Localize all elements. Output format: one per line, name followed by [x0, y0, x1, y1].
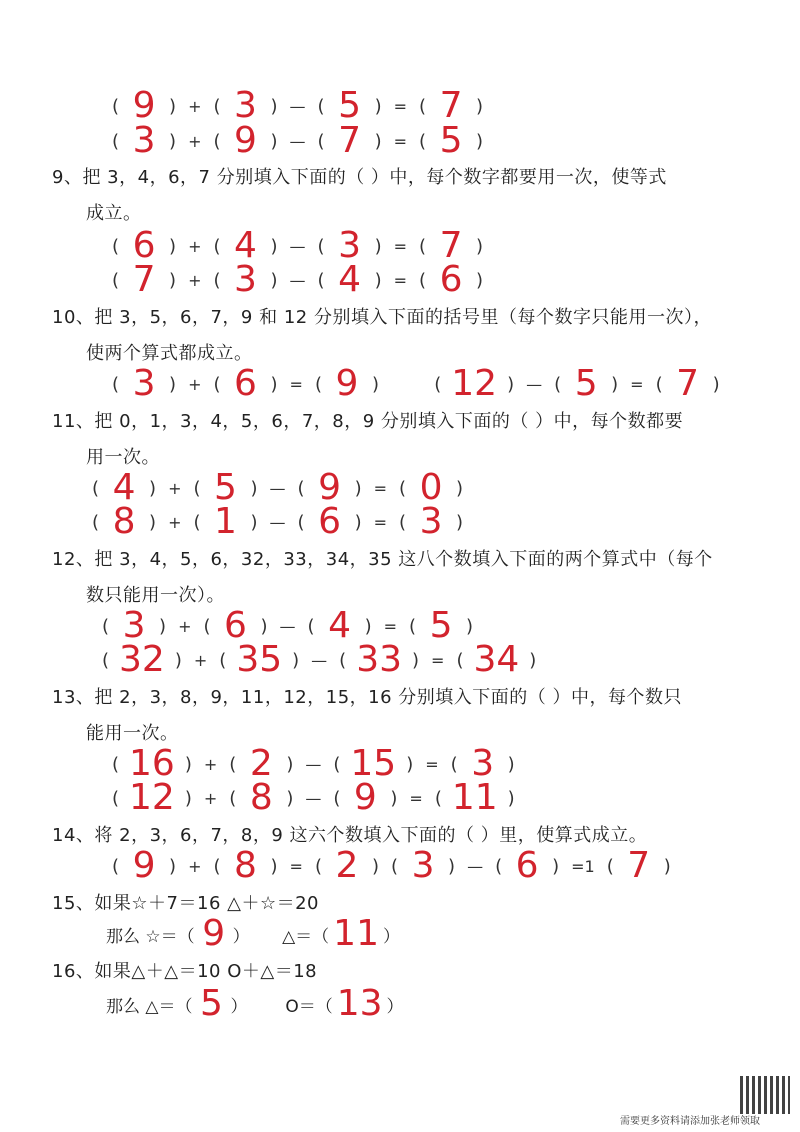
bracket: (: [297, 477, 305, 499]
bracket: ): [412, 649, 420, 671]
qr-code: [740, 1076, 790, 1114]
bracket: (: [606, 855, 614, 877]
operator: +: [188, 236, 202, 256]
bracket: (: [92, 511, 100, 533]
answer-number: 33: [356, 639, 402, 680]
label-text: 那么 △＝（: [106, 996, 193, 1017]
label-text: 那么 ☆＝（: [106, 926, 195, 947]
label-text: ）: [382, 926, 400, 947]
bracket: (: [317, 235, 325, 257]
bracket: ): [374, 95, 382, 117]
answer-number: 7: [439, 225, 463, 266]
bracket: (: [391, 855, 399, 877]
bracket: (: [409, 615, 417, 637]
answer-number: 5: [214, 467, 237, 508]
bracket: (: [297, 511, 305, 533]
operator: +: [188, 270, 202, 290]
answer-number: 3: [234, 85, 257, 126]
label-text: ）: [386, 996, 404, 1017]
bracket: ): [507, 787, 515, 809]
operator: —: [305, 754, 322, 774]
answer-number: 13: [336, 983, 383, 1024]
question-line: 成立。: [86, 203, 142, 224]
answer-number: 7: [132, 259, 156, 300]
answer-number: 1: [214, 501, 237, 542]
bracket: ): [364, 615, 372, 637]
bracket: (: [434, 373, 442, 395]
bracket: (: [112, 269, 120, 291]
equation-line: [106, 260, 489, 300]
answer-number: 5: [439, 120, 463, 161]
operator: =1: [571, 856, 595, 876]
answer-number: 3: [122, 605, 146, 646]
bracket: ): [374, 130, 382, 152]
operator: =: [431, 650, 445, 670]
label-text: ）: [230, 996, 248, 1017]
bracket: (: [213, 95, 221, 117]
answer-number: 11: [451, 777, 498, 818]
operator: =: [393, 236, 407, 256]
bracket: ): [250, 511, 258, 533]
spacer: [385, 374, 428, 394]
answer-number: 4: [112, 467, 136, 508]
operator: =: [630, 374, 644, 394]
answer-number: 9: [353, 777, 377, 818]
bracket: (: [193, 511, 201, 533]
bracket: ): [270, 235, 278, 257]
operator: +: [188, 131, 202, 151]
bracket: (: [317, 95, 325, 117]
bracket: (: [229, 753, 237, 775]
answer-number: 32: [119, 639, 165, 680]
bracket: ): [184, 787, 192, 809]
bracket: (: [112, 787, 120, 809]
answer-number: 9: [234, 120, 257, 161]
bracket: (: [333, 753, 341, 775]
bracket: ): [476, 269, 484, 291]
bracket: ): [149, 477, 157, 499]
bracket: ): [390, 787, 398, 809]
answer-number: 3: [411, 845, 435, 886]
bracket: (: [213, 855, 221, 877]
operator: —: [279, 616, 296, 636]
bracket: (: [456, 649, 464, 671]
bracket: (: [419, 130, 427, 152]
footer-note: 需要更多资料请添加张老师领取: [620, 1116, 760, 1127]
answer-number: 3: [338, 225, 362, 266]
answer-number: 9: [318, 467, 342, 508]
answer-number: 8: [112, 501, 136, 542]
operator: =: [373, 512, 387, 532]
equation-line: [106, 914, 400, 954]
equation-line: [86, 502, 469, 542]
bracket: ): [260, 615, 268, 637]
bracket: ): [169, 855, 177, 877]
answer-number: 2: [335, 845, 359, 886]
bracket: ): [507, 373, 515, 395]
bracket: ): [149, 511, 157, 533]
answer-number: 6: [515, 845, 539, 886]
answer-number: 6: [439, 259, 463, 300]
bracket: ): [476, 95, 484, 117]
bracket: (: [112, 95, 120, 117]
operator: +: [188, 856, 202, 876]
answer-number: 9: [202, 913, 226, 954]
bracket: (: [92, 477, 100, 499]
operator: —: [289, 96, 306, 116]
question-line: 14、将 2，3，6，7，8，9 这六个数填入下面的（ ）里，使算式成立。: [52, 825, 648, 846]
answer-number: 12: [451, 363, 498, 404]
answer-number: 34: [473, 639, 520, 680]
answer-number: 3: [234, 259, 257, 300]
bracket: (: [419, 95, 427, 117]
bracket: (: [434, 787, 442, 809]
bracket: (: [399, 477, 407, 499]
operator: —: [269, 478, 286, 498]
bracket: (: [112, 855, 120, 877]
answer-number: 6: [224, 605, 247, 646]
bracket: ): [507, 753, 515, 775]
operator: +: [193, 650, 208, 670]
answer-number: 9: [335, 363, 359, 404]
equation-line: [106, 86, 489, 126]
bracket: ): [286, 753, 294, 775]
question-line: 13、把 2，3，8，9，11，12，15，16 分别填入下面的（ ）中，每个数只: [52, 687, 682, 708]
bracket: ): [448, 855, 456, 877]
operator: =: [409, 788, 423, 808]
answer-number: 7: [439, 85, 463, 126]
bracket: ): [611, 373, 619, 395]
bracket: ): [456, 511, 464, 533]
answer-number: 8: [249, 777, 273, 818]
bracket: ): [270, 269, 278, 291]
question-line: 15、如果☆＋7＝16 △＋☆＝20: [52, 893, 320, 914]
bracket: (: [193, 477, 201, 499]
answer-number: 16: [129, 743, 175, 784]
answer-number: 7: [627, 845, 651, 886]
question-text: [52, 538, 713, 578]
answer-number: 8: [234, 845, 257, 886]
bracket: ): [354, 477, 362, 499]
bracket: (: [450, 753, 458, 775]
bracket: (: [112, 373, 120, 395]
bracket: ): [174, 649, 182, 671]
answer-number: 4: [338, 259, 362, 300]
bracket: (: [317, 130, 325, 152]
bracket: (: [229, 787, 237, 809]
operator: =: [383, 616, 397, 636]
answer-number: 3: [132, 120, 156, 161]
bracket: ): [663, 855, 671, 877]
bracket: (: [554, 373, 562, 395]
answer-number: 3: [471, 743, 495, 784]
bracket: ): [374, 235, 382, 257]
bracket: ): [270, 130, 278, 152]
question-line: 用一次。: [86, 447, 160, 468]
operator: =: [393, 96, 407, 116]
bracket: (: [213, 373, 221, 395]
answer-number: 4: [234, 225, 257, 266]
question-line: 9、把 3，4，6，7 分别填入下面的（ ）中，每个数字都要用一次，使等式: [52, 167, 667, 188]
question-text: [52, 156, 667, 196]
bracket: (: [317, 269, 325, 291]
answer-number: 3: [419, 501, 443, 542]
operator: —: [467, 856, 484, 876]
bracket: (: [213, 269, 221, 291]
bracket: (: [307, 615, 315, 637]
spacer: [250, 924, 282, 944]
answer-number: 35: [236, 639, 283, 680]
answer-number: 11: [333, 913, 379, 954]
answer-number: 15: [350, 743, 397, 784]
operator: —: [289, 131, 306, 151]
equation-line: [106, 364, 726, 404]
answer-number: 2: [249, 743, 273, 784]
bracket: (: [419, 235, 427, 257]
bracket: (: [419, 269, 427, 291]
bracket: (: [112, 753, 120, 775]
question-line: 16、如果△＋△＝10 O＋△＝18: [52, 961, 318, 982]
bracket: (: [102, 615, 110, 637]
answer-number: 5: [429, 605, 453, 646]
bracket: ): [552, 855, 560, 877]
bracket: ): [184, 753, 192, 775]
equation-line: [96, 640, 542, 680]
bracket: ): [476, 130, 484, 152]
operator: +: [188, 374, 202, 394]
bracket: ): [286, 787, 294, 809]
operator: —: [289, 236, 306, 256]
bracket: ): [476, 235, 484, 257]
operator: —: [526, 374, 543, 394]
answer-number: 4: [328, 605, 352, 646]
bracket: ): [270, 373, 278, 395]
bracket: ): [456, 477, 464, 499]
bracket: ): [169, 269, 177, 291]
bracket: ): [354, 511, 362, 533]
operator: +: [168, 512, 182, 532]
answer-number: 9: [132, 85, 156, 126]
answer-number: 9: [132, 845, 156, 886]
bracket: ): [712, 373, 720, 395]
operator: +: [203, 788, 218, 808]
equation-line: [106, 984, 404, 1024]
operator: +: [203, 754, 218, 774]
bracket: ): [250, 477, 258, 499]
operator: —: [305, 788, 322, 808]
bracket: ): [466, 615, 474, 637]
operator: =: [425, 754, 439, 774]
answer-number: 7: [676, 363, 700, 404]
bracket: ): [529, 649, 537, 671]
bracket: (: [203, 615, 211, 637]
bracket: (: [495, 855, 503, 877]
bracket: (: [339, 649, 347, 671]
label-text: ）: [232, 926, 250, 947]
answer-number: 5: [574, 363, 598, 404]
bracket: ): [169, 130, 177, 152]
answer-number: 12: [129, 777, 175, 818]
bracket: ): [292, 649, 300, 671]
bracket: ): [371, 855, 379, 877]
question-text: [52, 676, 682, 716]
bracket: (: [112, 130, 120, 152]
spacer: [247, 994, 285, 1014]
question-line: 10、把 3，5，6，7，9 和 12 分别填入下面的括号里（每个数字只能用一次），: [52, 307, 712, 328]
label-text: O＝（: [285, 996, 333, 1017]
operator: =: [289, 374, 303, 394]
answer-number: 3: [132, 363, 156, 404]
answer-number: 5: [200, 983, 223, 1024]
operator: =: [289, 856, 303, 876]
equation-line: [106, 778, 521, 818]
operator: =: [393, 270, 407, 290]
question-line: 能用一次。: [86, 723, 179, 744]
question-line: 使两个算式都成立。: [86, 343, 253, 364]
operator: +: [188, 96, 202, 116]
bracket: (: [655, 373, 663, 395]
question-line: 12、把 3，4，5，6，32，33，34，35 这八个数填入下面的两个算式中（每个: [52, 549, 713, 570]
bracket: ): [374, 269, 382, 291]
question-text: [52, 296, 712, 336]
bracket: ): [270, 95, 278, 117]
bracket: ): [270, 855, 278, 877]
answer-number: 7: [338, 120, 362, 161]
bracket: (: [314, 373, 322, 395]
answer-number: 6: [318, 501, 342, 542]
bracket: ): [371, 373, 379, 395]
bracket: (: [213, 235, 221, 257]
question-line: 11、把 0，1，3，4，5，6，7，8，9 分别填入下面的（ ）中，每个数都要: [52, 411, 684, 432]
bracket: (: [102, 649, 110, 671]
bracket: (: [399, 511, 407, 533]
operator: —: [289, 270, 306, 290]
operator: +: [178, 616, 192, 636]
answer-number: 0: [419, 467, 443, 508]
question-line: 数只能用一次）。: [86, 585, 225, 606]
answer-number: 5: [338, 85, 362, 126]
operator: =: [373, 478, 387, 498]
bracket: (: [213, 130, 221, 152]
operator: —: [269, 512, 286, 532]
bracket: (: [314, 855, 322, 877]
bracket: ): [169, 373, 177, 395]
bracket: (: [219, 649, 227, 671]
operator: =: [393, 131, 407, 151]
equation-line: [106, 121, 489, 161]
question-text: [52, 400, 683, 440]
bracket: ): [169, 235, 177, 257]
label-text: △＝（: [282, 926, 330, 947]
bracket: (: [112, 235, 120, 257]
answer-number: 6: [234, 363, 257, 404]
bracket: (: [333, 787, 341, 809]
operator: +: [168, 478, 182, 498]
bracket: ): [169, 95, 177, 117]
answer-number: 6: [132, 225, 156, 266]
equation-line: [106, 846, 677, 886]
bracket: ): [159, 615, 167, 637]
operator: —: [311, 650, 328, 670]
bracket: ): [406, 753, 414, 775]
